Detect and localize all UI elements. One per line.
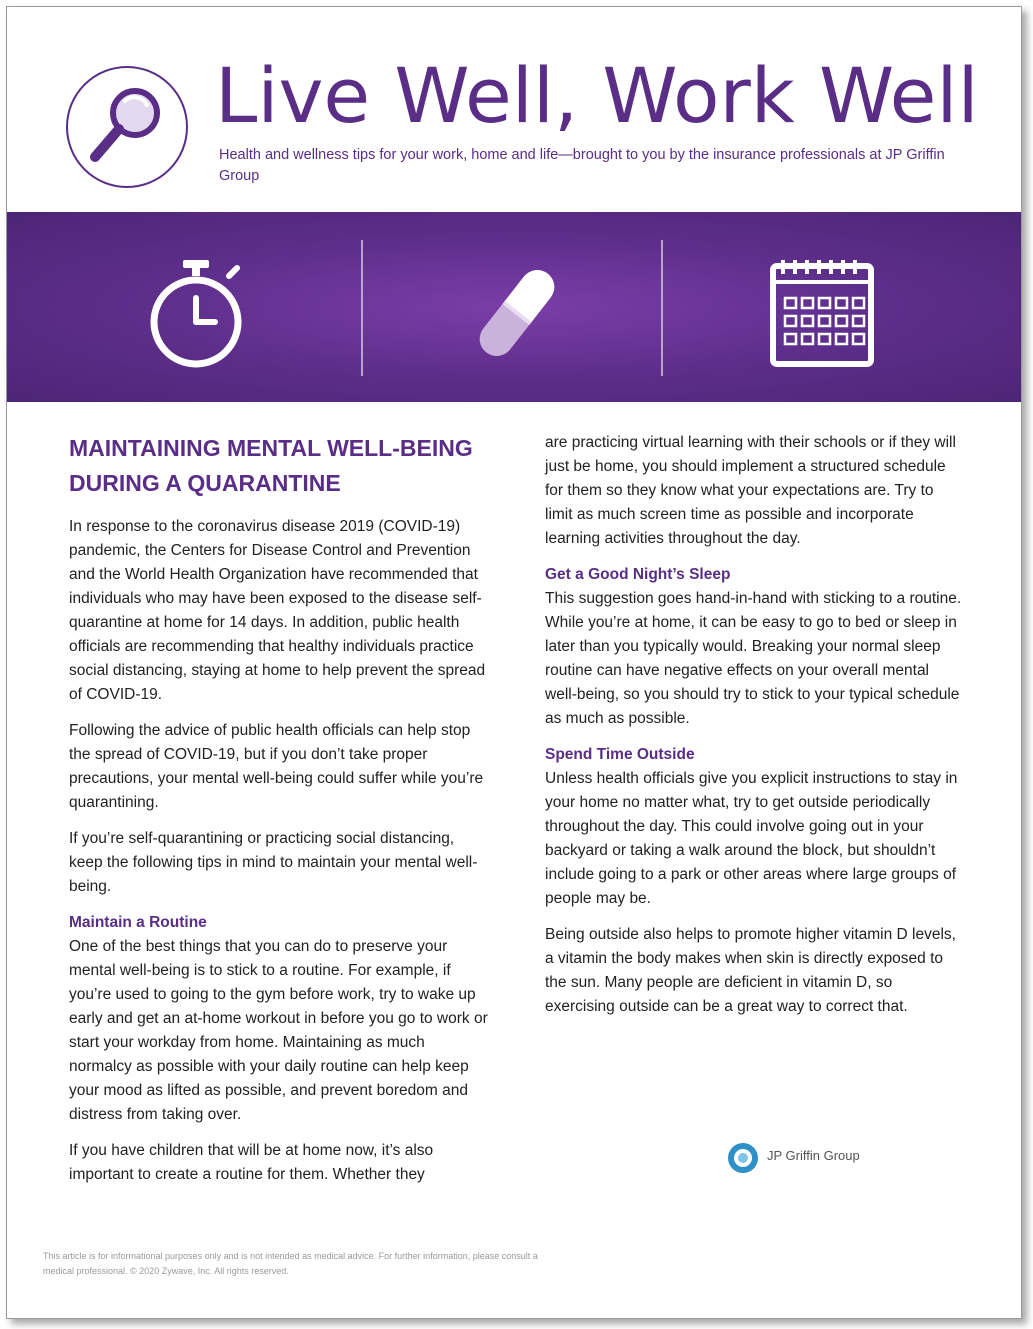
section-heading-outside: Spend Time Outside [545,746,695,763]
swirl-logo-icon [725,1140,761,1176]
calendar-icon [769,256,875,368]
page-subtitle: Health and wellness tips for your work, home and life—brought to you by the insurance professionals at JP Griffin Group [219,147,945,184]
disclaimer: This article is for informational purposes only and is not intended as medical advice. For further information, please consult a medical professional. © 2020 Zywave, Inc. All rights reserved. [43,1251,538,1276]
banner-divider [361,240,363,376]
stopwatch-icon [145,258,249,370]
routine-paragraph-end: are practicing virtual learning with their schools or if they will just be home, you should implement a structured schedule for them so they know what your expectations are. Try to limit as much screen time as possible and incorporate learning activities throughout the day. [545,434,956,547]
capsule-icon [467,258,567,368]
outside-paragraph: Being outside also helps to promote higher vitamin D levels, a vitamin the body makes when skin is directly exposed to the sun. Many people are deficient in vitamin D, so exercising outside can be a great way to correct that. [545,926,956,1015]
brand-name: JP Griffin Group [767,1148,860,1163]
right-column [545,431,965,1031]
sleep-paragraph: This suggestion goes hand-in-hand with sticking to a routine. While you’re at home, it can be easy to go to bed or sleep in later than you typically would. Breaking your normal sleep routine can have negative effects on your overall mental well-being, so you should try to stick to your typical schedule as much as possible. [545,590,962,727]
article-heading: MAINTAINING MENTAL WELL-BEING DURING A QUARANTINE [69,435,473,496]
magnifying-glass-icon [65,65,189,189]
section-heading-routine: Maintain a Routine [69,914,207,931]
banner-divider [661,240,663,376]
icon-banner [7,212,1021,402]
outside-paragraph: Unless health officials give you explicit instructions to stay in your home no matter what, try to get outside periodically throughout the day. This could involve going out in your backyard or taking a walk around the block, but shouldn’t include going to a park or other areas where large groups of people may be. [545,770,958,907]
left-column [69,431,489,1199]
intro-paragraph: If you’re self-quarantining or practicing social distancing, keep the following tips in mind to maintain your mental well-being. [69,830,478,895]
page-title: Live Well, Work Well [215,51,979,140]
section-heading-sleep: Get a Good Night’s Sleep [545,566,731,583]
intro-paragraph: In response to the coronavirus disease 2019 (COVID-19) pandemic, the Centers for Disease Control and Prevention and the World Health Organization have recommended that individuals who may have been exposed to the disease self-quarantine at home for 14 days. In addition, public health officials are recommending that healthy individuals practice social distancing, staying at home to help prevent the spread of COVID-19. [69,518,486,703]
routine-paragraph: One of the best things that you can do to preserve your mental well-being is to stick to a routine. For example, if you’re used to going to the gym before work, try to wake up early and get an at-home workout in before you go to work or start your workday from home. Maintaining as much normalcy as possible with your daily routine can help keep your mood as lifted as possible, and prevent boredom and distress from taking over. [69,938,488,1123]
brand-logo [725,1140,885,1176]
intro-paragraph: Following the advice of public health officials can help stop the spread of COVID-19, but if you don’t take proper precautions, your mental well-being could suffer while you’re quarantining. [69,722,484,811]
document-page [6,6,1022,1319]
routine-paragraph-continued: If you have children that will be at home now, it’s also important to create a routine for them. Whether they [69,1142,434,1183]
